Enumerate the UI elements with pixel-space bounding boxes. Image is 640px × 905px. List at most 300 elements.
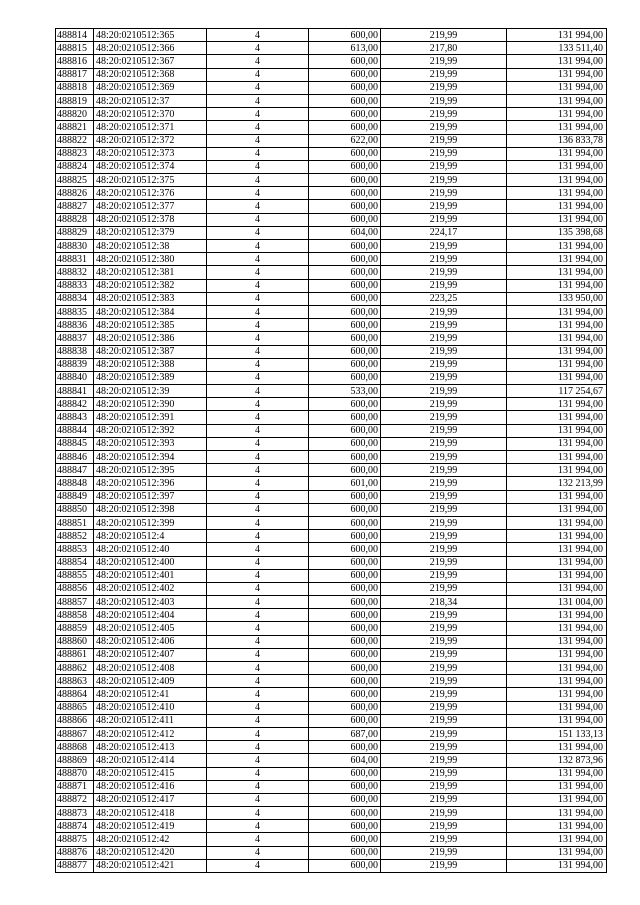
row-number-cell: 488848 (56, 477, 94, 490)
table-row (56, 793, 607, 806)
area-cell: 600,00 (309, 556, 381, 569)
cadastral-number-cell: 48:20:0210512:376 (94, 187, 207, 200)
category-cell: 4 (207, 464, 309, 477)
value-cell: 131 994,00 (507, 688, 607, 701)
value-cell: 131 994,00 (507, 543, 607, 556)
area-cell: 600,00 (309, 569, 381, 582)
table-row (56, 754, 607, 767)
value-cell: 131 994,00 (507, 503, 607, 516)
row-number-cell: 488824 (56, 160, 94, 173)
row-number-cell: 488850 (56, 503, 94, 516)
area-cell: 600,00 (309, 147, 381, 160)
table-row (56, 714, 607, 727)
value-cell: 131 994,00 (507, 94, 607, 107)
value-cell: 131 994,00 (507, 622, 607, 635)
row-number-cell: 488866 (56, 714, 94, 727)
area-cell: 600,00 (309, 530, 381, 543)
area-cell: 687,00 (309, 727, 381, 740)
category-cell: 4 (207, 253, 309, 266)
cadastral-number-cell: 48:20:0210512:367 (94, 55, 207, 68)
value-cell: 135 398,68 (507, 226, 607, 239)
table-row (56, 187, 607, 200)
table-row (56, 42, 607, 55)
cadastral-number-cell: 48:20:0210512:39 (94, 385, 207, 398)
category-cell: 4 (207, 226, 309, 239)
row-number-cell: 488830 (56, 240, 94, 253)
cadastral-number-cell: 48:20:0210512:375 (94, 174, 207, 187)
category-cell: 4 (207, 94, 309, 107)
rate-cell: 219,99 (381, 213, 507, 226)
rate-cell: 219,99 (381, 767, 507, 780)
area-cell: 600,00 (309, 305, 381, 318)
value-cell: 131 994,00 (507, 108, 607, 121)
rate-cell: 219,99 (381, 859, 507, 872)
row-number-cell: 488819 (56, 94, 94, 107)
rate-cell: 219,99 (381, 279, 507, 292)
row-number-cell: 488874 (56, 820, 94, 833)
category-cell: 4 (207, 108, 309, 121)
category-cell: 4 (207, 569, 309, 582)
value-cell: 131 994,00 (507, 714, 607, 727)
row-number-cell: 488852 (56, 530, 94, 543)
row-number-cell: 488871 (56, 780, 94, 793)
rate-cell: 219,99 (381, 622, 507, 635)
value-cell: 131 994,00 (507, 464, 607, 477)
value-cell: 131 994,00 (507, 859, 607, 872)
cadastral-number-cell: 48:20:0210512:381 (94, 266, 207, 279)
category-cell: 4 (207, 846, 309, 859)
table-row (56, 780, 607, 793)
table-row (56, 305, 607, 318)
category-cell: 4 (207, 701, 309, 714)
value-cell: 131 994,00 (507, 29, 607, 42)
cadastral-number-cell: 48:20:0210512:365 (94, 29, 207, 42)
table-row (56, 147, 607, 160)
rate-cell: 219,99 (381, 121, 507, 134)
cadastral-number-cell: 48:20:0210512:398 (94, 503, 207, 516)
cadastral-number-cell: 48:20:0210512:396 (94, 477, 207, 490)
cadastral-number-cell: 48:20:0210512:377 (94, 200, 207, 213)
rate-cell: 219,99 (381, 569, 507, 582)
value-cell: 131 994,00 (507, 371, 607, 384)
area-cell: 600,00 (309, 55, 381, 68)
table-row (56, 94, 607, 107)
rate-cell: 219,99 (381, 503, 507, 516)
cadastral-number-cell: 48:20:0210512:393 (94, 437, 207, 450)
category-cell: 4 (207, 754, 309, 767)
rate-cell: 219,99 (381, 793, 507, 806)
value-cell: 131 994,00 (507, 767, 607, 780)
row-number-cell: 488853 (56, 543, 94, 556)
row-number-cell: 488842 (56, 398, 94, 411)
area-cell: 600,00 (309, 807, 381, 820)
value-cell: 131 994,00 (507, 437, 607, 450)
rate-cell: 219,99 (381, 253, 507, 266)
category-cell: 4 (207, 516, 309, 529)
category-cell: 4 (207, 609, 309, 622)
cadastral-number-cell: 48:20:0210512:378 (94, 213, 207, 226)
category-cell: 4 (207, 662, 309, 675)
value-cell: 131 994,00 (507, 675, 607, 688)
area-cell: 600,00 (309, 859, 381, 872)
rate-cell: 219,99 (381, 411, 507, 424)
rate-cell: 219,99 (381, 582, 507, 595)
value-cell: 131 994,00 (507, 609, 607, 622)
row-number-cell: 488865 (56, 701, 94, 714)
row-number-cell: 488876 (56, 846, 94, 859)
area-cell: 601,00 (309, 477, 381, 490)
row-number-cell: 488845 (56, 437, 94, 450)
row-number-cell: 488822 (56, 134, 94, 147)
category-cell: 4 (207, 727, 309, 740)
table-row (56, 226, 607, 239)
cadastral-number-cell: 48:20:0210512:389 (94, 371, 207, 384)
rate-cell: 219,99 (381, 727, 507, 740)
value-cell: 131 994,00 (507, 833, 607, 846)
value-cell: 131 994,00 (507, 147, 607, 160)
category-cell: 4 (207, 424, 309, 437)
row-number-cell: 488832 (56, 266, 94, 279)
row-number-cell: 488827 (56, 200, 94, 213)
table-row (56, 385, 607, 398)
rate-cell: 219,99 (381, 688, 507, 701)
table-row (56, 596, 607, 609)
cadastral-number-cell: 48:20:0210512:395 (94, 464, 207, 477)
cadastral-number-cell: 48:20:0210512:406 (94, 635, 207, 648)
area-cell: 600,00 (309, 662, 381, 675)
cadastral-number-cell: 48:20:0210512:369 (94, 81, 207, 94)
data-table (55, 28, 607, 873)
row-number-cell: 488843 (56, 411, 94, 424)
row-number-cell: 488846 (56, 451, 94, 464)
rate-cell: 219,99 (381, 675, 507, 688)
rate-cell: 219,99 (381, 477, 507, 490)
cadastral-number-cell: 48:20:0210512:385 (94, 319, 207, 332)
rate-cell: 219,99 (381, 319, 507, 332)
cadastral-number-cell: 48:20:0210512:415 (94, 767, 207, 780)
rate-cell: 219,99 (381, 820, 507, 833)
value-cell: 133 511,40 (507, 42, 607, 55)
table-row (56, 820, 607, 833)
category-cell: 4 (207, 213, 309, 226)
category-cell: 4 (207, 68, 309, 81)
cadastral-number-cell: 48:20:0210512:410 (94, 701, 207, 714)
row-number-cell: 488861 (56, 648, 94, 661)
table-row (56, 767, 607, 780)
category-cell: 4 (207, 29, 309, 42)
table-row (56, 833, 607, 846)
value-cell: 131 994,00 (507, 266, 607, 279)
table-row (56, 279, 607, 292)
rate-cell: 219,99 (381, 305, 507, 318)
table-row (56, 530, 607, 543)
table-row (56, 240, 607, 253)
row-number-cell: 488859 (56, 622, 94, 635)
cadastral-number-cell: 48:20:0210512:4 (94, 530, 207, 543)
area-cell: 600,00 (309, 29, 381, 42)
value-cell: 132 873,96 (507, 754, 607, 767)
table-row (56, 358, 607, 371)
area-cell: 600,00 (309, 345, 381, 358)
area-cell: 600,00 (309, 648, 381, 661)
area-cell: 600,00 (309, 332, 381, 345)
value-cell: 131 994,00 (507, 424, 607, 437)
category-cell: 4 (207, 503, 309, 516)
value-cell: 117 254,67 (507, 385, 607, 398)
row-number-cell: 488844 (56, 424, 94, 437)
value-cell: 131 994,00 (507, 68, 607, 81)
area-cell: 600,00 (309, 174, 381, 187)
category-cell: 4 (207, 121, 309, 134)
category-cell: 4 (207, 490, 309, 503)
category-cell: 4 (207, 398, 309, 411)
area-cell: 622,00 (309, 134, 381, 147)
table-row (56, 29, 607, 42)
table-row (56, 200, 607, 213)
table-row (56, 81, 607, 94)
table-row (56, 464, 607, 477)
cadastral-number-cell: 48:20:0210512:370 (94, 108, 207, 121)
rate-cell: 219,99 (381, 648, 507, 661)
category-cell: 4 (207, 833, 309, 846)
cadastral-number-cell: 48:20:0210512:400 (94, 556, 207, 569)
category-cell: 4 (207, 42, 309, 55)
category-cell: 4 (207, 81, 309, 94)
cadastral-number-cell: 48:20:0210512:373 (94, 147, 207, 160)
row-number-cell: 488825 (56, 174, 94, 187)
category-cell: 4 (207, 200, 309, 213)
area-cell: 600,00 (309, 701, 381, 714)
category-cell: 4 (207, 160, 309, 173)
cadastral-number-cell: 48:20:0210512:368 (94, 68, 207, 81)
table-row (56, 662, 607, 675)
area-cell: 600,00 (309, 253, 381, 266)
area-cell: 600,00 (309, 187, 381, 200)
area-cell: 600,00 (309, 108, 381, 121)
rate-cell: 219,99 (381, 174, 507, 187)
table-row (56, 648, 607, 661)
rate-cell: 219,99 (381, 437, 507, 450)
cadastral-number-cell: 48:20:0210512:405 (94, 622, 207, 635)
value-cell: 131 994,00 (507, 516, 607, 529)
row-number-cell: 488828 (56, 213, 94, 226)
rate-cell: 219,99 (381, 424, 507, 437)
value-cell: 131 994,00 (507, 253, 607, 266)
row-number-cell: 488873 (56, 807, 94, 820)
category-cell: 4 (207, 635, 309, 648)
value-cell: 131 994,00 (507, 451, 607, 464)
value-cell: 132 213,99 (507, 477, 607, 490)
value-cell: 131 994,00 (507, 780, 607, 793)
table-row (56, 174, 607, 187)
rate-cell: 219,99 (381, 609, 507, 622)
value-cell: 131 994,00 (507, 213, 607, 226)
table-row (56, 411, 607, 424)
row-number-cell: 488838 (56, 345, 94, 358)
cadastral-number-cell: 48:20:0210512:41 (94, 688, 207, 701)
cadastral-number-cell: 48:20:0210512:418 (94, 807, 207, 820)
category-cell: 4 (207, 187, 309, 200)
cadastral-number-cell: 48:20:0210512:417 (94, 793, 207, 806)
area-cell: 600,00 (309, 741, 381, 754)
cadastral-number-cell: 48:20:0210512:402 (94, 582, 207, 595)
category-cell: 4 (207, 793, 309, 806)
value-cell: 131 994,00 (507, 55, 607, 68)
table-row (56, 332, 607, 345)
area-cell: 600,00 (309, 319, 381, 332)
table-row (56, 134, 607, 147)
area-cell: 600,00 (309, 714, 381, 727)
table-row (56, 121, 607, 134)
rate-cell: 224,17 (381, 226, 507, 239)
value-cell: 131 994,00 (507, 635, 607, 648)
area-cell: 600,00 (309, 622, 381, 635)
value-cell: 131 994,00 (507, 332, 607, 345)
row-number-cell: 488863 (56, 675, 94, 688)
value-cell: 131 994,00 (507, 187, 607, 200)
row-number-cell: 488851 (56, 516, 94, 529)
table-row (56, 424, 607, 437)
table-row (56, 253, 607, 266)
category-cell: 4 (207, 582, 309, 595)
row-number-cell: 488864 (56, 688, 94, 701)
table-row (56, 451, 607, 464)
value-cell: 133 950,00 (507, 292, 607, 305)
area-cell: 533,00 (309, 385, 381, 398)
cadastral-number-cell: 48:20:0210512:372 (94, 134, 207, 147)
category-cell: 4 (207, 345, 309, 358)
cadastral-number-cell: 48:20:0210512:420 (94, 846, 207, 859)
value-cell: 131 994,00 (507, 305, 607, 318)
rate-cell: 219,99 (381, 780, 507, 793)
cadastral-number-cell: 48:20:0210512:391 (94, 411, 207, 424)
table-row (56, 807, 607, 820)
area-cell: 600,00 (309, 490, 381, 503)
table-row (56, 319, 607, 332)
cadastral-number-cell: 48:20:0210512:413 (94, 741, 207, 754)
area-cell: 600,00 (309, 516, 381, 529)
rate-cell: 219,99 (381, 187, 507, 200)
area-cell: 600,00 (309, 240, 381, 253)
rate-cell: 219,99 (381, 490, 507, 503)
cadastral-number-cell: 48:20:0210512:379 (94, 226, 207, 239)
cadastral-number-cell: 48:20:0210512:411 (94, 714, 207, 727)
rate-cell: 219,99 (381, 833, 507, 846)
area-cell: 600,00 (309, 437, 381, 450)
rate-cell: 219,99 (381, 108, 507, 121)
row-number-cell: 488877 (56, 859, 94, 872)
cadastral-number-cell: 48:20:0210512:394 (94, 451, 207, 464)
category-cell: 4 (207, 371, 309, 384)
row-number-cell: 488823 (56, 147, 94, 160)
category-cell: 4 (207, 714, 309, 727)
category-cell: 4 (207, 358, 309, 371)
table-row (56, 516, 607, 529)
area-cell: 604,00 (309, 754, 381, 767)
row-number-cell: 488829 (56, 226, 94, 239)
rate-cell: 219,99 (381, 240, 507, 253)
row-number-cell: 488835 (56, 305, 94, 318)
row-number-cell: 488840 (56, 371, 94, 384)
cadastral-number-cell: 48:20:0210512:38 (94, 240, 207, 253)
cadastral-number-cell: 48:20:0210512:409 (94, 675, 207, 688)
value-cell: 136 833,78 (507, 134, 607, 147)
area-cell: 600,00 (309, 582, 381, 595)
rate-cell: 219,99 (381, 543, 507, 556)
table-row (56, 398, 607, 411)
rate-cell: 219,99 (381, 635, 507, 648)
rate-cell: 219,99 (381, 385, 507, 398)
rate-cell: 219,99 (381, 662, 507, 675)
value-cell: 131 994,00 (507, 358, 607, 371)
row-number-cell: 488856 (56, 582, 94, 595)
rate-cell: 219,99 (381, 754, 507, 767)
value-cell: 131 994,00 (507, 820, 607, 833)
table-row (56, 635, 607, 648)
rate-cell: 219,99 (381, 371, 507, 384)
area-cell: 600,00 (309, 81, 381, 94)
row-number-cell: 488847 (56, 464, 94, 477)
cadastral-number-cell: 48:20:0210512:397 (94, 490, 207, 503)
row-number-cell: 488858 (56, 609, 94, 622)
category-cell: 4 (207, 622, 309, 635)
table-row (56, 701, 607, 714)
area-cell: 600,00 (309, 635, 381, 648)
area-cell: 600,00 (309, 94, 381, 107)
rate-cell: 219,99 (381, 200, 507, 213)
category-cell: 4 (207, 477, 309, 490)
cadastral-number-cell: 48:20:0210512:412 (94, 727, 207, 740)
area-cell: 600,00 (309, 398, 381, 411)
value-cell: 131 994,00 (507, 807, 607, 820)
table-row (56, 490, 607, 503)
table-row (56, 622, 607, 635)
cadastral-number-cell: 48:20:0210512:421 (94, 859, 207, 872)
cadastral-number-cell: 48:20:0210512:392 (94, 424, 207, 437)
row-number-cell: 488849 (56, 490, 94, 503)
category-cell: 4 (207, 859, 309, 872)
table-row (56, 543, 607, 556)
category-cell: 4 (207, 767, 309, 780)
area-cell: 604,00 (309, 226, 381, 239)
table-row (56, 582, 607, 595)
row-number-cell: 488855 (56, 569, 94, 582)
rate-cell: 219,99 (381, 530, 507, 543)
category-cell: 4 (207, 147, 309, 160)
table-row (56, 556, 607, 569)
cadastral-number-cell: 48:20:0210512:404 (94, 609, 207, 622)
row-number-cell: 488872 (56, 793, 94, 806)
value-cell: 131 994,00 (507, 174, 607, 187)
table-row (56, 213, 607, 226)
cadastral-number-cell: 48:20:0210512:403 (94, 596, 207, 609)
table-row (56, 292, 607, 305)
area-cell: 600,00 (309, 266, 381, 279)
area-cell: 600,00 (309, 121, 381, 134)
value-cell: 131 994,00 (507, 701, 607, 714)
rate-cell: 219,99 (381, 701, 507, 714)
rate-cell: 219,99 (381, 29, 507, 42)
category-cell: 4 (207, 530, 309, 543)
category-cell: 4 (207, 688, 309, 701)
area-cell: 600,00 (309, 200, 381, 213)
category-cell: 4 (207, 332, 309, 345)
value-cell: 131 994,00 (507, 240, 607, 253)
area-cell: 600,00 (309, 688, 381, 701)
category-cell: 4 (207, 596, 309, 609)
area-cell: 600,00 (309, 675, 381, 688)
area-cell: 600,00 (309, 464, 381, 477)
